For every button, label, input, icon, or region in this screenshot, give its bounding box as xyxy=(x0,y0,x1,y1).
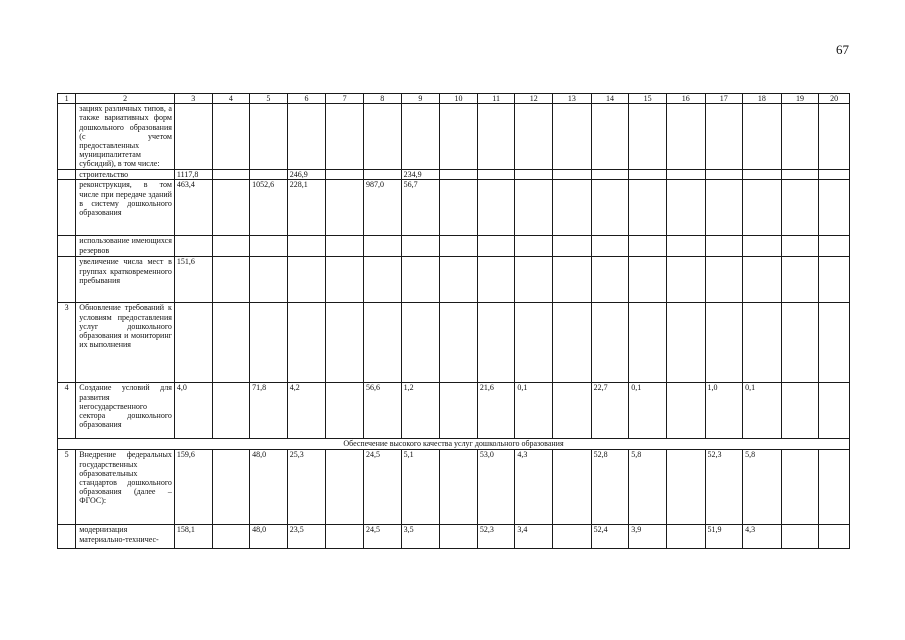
row-number xyxy=(58,525,76,549)
table-cell xyxy=(819,236,850,257)
table-cell xyxy=(666,236,705,257)
table-cell xyxy=(629,104,667,170)
table-cell: 52,3 xyxy=(477,525,515,549)
table-cell xyxy=(515,303,553,383)
table-cell xyxy=(666,450,705,525)
table-cell xyxy=(326,170,364,180)
row-number: 3 xyxy=(58,303,76,383)
table-cell xyxy=(401,303,440,383)
table-cell xyxy=(212,303,250,383)
table-cell xyxy=(401,236,440,257)
table-cell: 1,2 xyxy=(401,383,440,439)
table-cell: 4,3 xyxy=(515,450,553,525)
row-description: увеличение числа мест в группах кратковременного пребывания xyxy=(76,257,175,303)
table-cell: 234,9 xyxy=(401,170,440,180)
row-description: Внедрение федеральных государственных образовательных стандартов дошкольного образования (далее – ФГОС): xyxy=(76,450,175,525)
table-cell xyxy=(781,257,819,303)
table-cell xyxy=(440,104,478,170)
table-cell xyxy=(743,170,782,180)
table-cell: 5,8 xyxy=(743,450,782,525)
table-cell: 4,2 xyxy=(287,383,326,439)
table-cell: 3,5 xyxy=(401,525,440,549)
table-row xyxy=(58,525,850,549)
column-header: 2 xyxy=(76,94,175,104)
row-description: реконструкция, в том числе при передаче зданий в систему дошкольного образования xyxy=(76,180,175,236)
table-cell xyxy=(743,257,782,303)
table-cell xyxy=(515,170,553,180)
table-cell xyxy=(326,450,364,525)
table-cell xyxy=(591,257,629,303)
section-title: Обеспечение высокого качества услуг дошкольного образования xyxy=(58,439,850,450)
table-cell xyxy=(705,236,743,257)
table-cell xyxy=(326,180,364,236)
table-cell xyxy=(591,236,629,257)
column-header: 19 xyxy=(781,94,819,104)
table-cell xyxy=(591,303,629,383)
column-header: 3 xyxy=(174,94,212,104)
table-row xyxy=(58,104,850,170)
table-cell: 159,6 xyxy=(174,450,212,525)
table-cell xyxy=(629,236,667,257)
table-cell xyxy=(553,236,592,257)
header-row xyxy=(58,94,850,104)
table-cell xyxy=(401,104,440,170)
column-header: 1 xyxy=(58,94,76,104)
table-cell xyxy=(440,257,478,303)
table-cell xyxy=(326,525,364,549)
table-cell xyxy=(819,525,850,549)
table-cell xyxy=(553,104,592,170)
table-cell xyxy=(363,170,401,180)
column-header: 14 xyxy=(591,94,629,104)
table-cell xyxy=(781,170,819,180)
table-cell xyxy=(705,180,743,236)
row-number xyxy=(58,170,76,180)
column-header: 18 xyxy=(743,94,782,104)
table-cell xyxy=(705,170,743,180)
budget-table xyxy=(57,93,850,549)
table-cell: 151,6 xyxy=(174,257,212,303)
table-cell: 24,5 xyxy=(363,450,401,525)
table-cell: 21,6 xyxy=(477,383,515,439)
table-cell xyxy=(629,180,667,236)
column-header: 12 xyxy=(515,94,553,104)
column-header: 15 xyxy=(629,94,667,104)
table-cell xyxy=(287,257,326,303)
table-cell: 5,8 xyxy=(629,450,667,525)
table-cell xyxy=(553,180,592,236)
table-cell xyxy=(666,104,705,170)
row-description: использование имеющихся резервов xyxy=(76,236,175,257)
table-cell: 0,1 xyxy=(629,383,667,439)
table-cell xyxy=(440,180,478,236)
table-cell xyxy=(250,236,288,257)
table-cell xyxy=(743,180,782,236)
table-cell xyxy=(212,104,250,170)
table-cell xyxy=(440,236,478,257)
table-cell xyxy=(287,303,326,383)
table-cell: 56,6 xyxy=(363,383,401,439)
table-cell xyxy=(174,303,212,383)
table-cell xyxy=(781,104,819,170)
table-cell xyxy=(553,450,592,525)
table-cell: 158,1 xyxy=(174,525,212,549)
table-cell: 48,0 xyxy=(250,450,288,525)
table-cell xyxy=(477,180,515,236)
table-row xyxy=(58,450,850,525)
table-cell xyxy=(440,383,478,439)
table-cell xyxy=(212,180,250,236)
table-cell xyxy=(440,450,478,525)
column-header: 4 xyxy=(212,94,250,104)
table-cell xyxy=(515,180,553,236)
table-cell xyxy=(819,104,850,170)
table-cell xyxy=(212,257,250,303)
table-cell xyxy=(666,383,705,439)
table-cell xyxy=(666,525,705,549)
table-cell xyxy=(591,104,629,170)
table-cell: 463,4 xyxy=(174,180,212,236)
table-cell xyxy=(515,257,553,303)
table-cell xyxy=(781,236,819,257)
table-cell xyxy=(781,525,819,549)
table-cell: 53,0 xyxy=(477,450,515,525)
table-cell xyxy=(477,104,515,170)
row-description: модернизация материально-техничес- xyxy=(76,525,175,549)
column-header: 6 xyxy=(287,94,326,104)
table-cell xyxy=(477,257,515,303)
column-header: 20 xyxy=(819,94,850,104)
table-cell xyxy=(591,180,629,236)
table-cell xyxy=(705,303,743,383)
column-header: 16 xyxy=(666,94,705,104)
table-cell xyxy=(477,303,515,383)
table-cell: 1117,8 xyxy=(174,170,212,180)
table-cell xyxy=(629,303,667,383)
table-row xyxy=(58,257,850,303)
table-cell: 3,4 xyxy=(515,525,553,549)
column-header: 10 xyxy=(440,94,478,104)
table-cell xyxy=(819,383,850,439)
table-cell xyxy=(515,104,553,170)
table-cell: 3,9 xyxy=(629,525,667,549)
table-cell: 24,5 xyxy=(363,525,401,549)
row-number: 5 xyxy=(58,450,76,525)
table-cell xyxy=(477,236,515,257)
table-cell xyxy=(666,303,705,383)
table-cell xyxy=(553,383,592,439)
table-cell: 4,0 xyxy=(174,383,212,439)
table-cell: 22,7 xyxy=(591,383,629,439)
table-cell xyxy=(781,180,819,236)
table-cell xyxy=(743,104,782,170)
table-cell xyxy=(401,257,440,303)
column-header: 11 xyxy=(477,94,515,104)
table-cell xyxy=(440,170,478,180)
table-cell xyxy=(553,257,592,303)
table-cell: 52,3 xyxy=(705,450,743,525)
table-cell xyxy=(287,236,326,257)
table-cell xyxy=(781,383,819,439)
table-cell xyxy=(326,303,364,383)
table-cell: 228,1 xyxy=(287,180,326,236)
table-row xyxy=(58,170,850,180)
table-cell xyxy=(212,383,250,439)
row-number: 4 xyxy=(58,383,76,439)
column-header: 7 xyxy=(326,94,364,104)
table-cell xyxy=(819,180,850,236)
table-cell xyxy=(781,303,819,383)
table-cell xyxy=(250,104,288,170)
table-cell xyxy=(326,383,364,439)
table-cell: 1,0 xyxy=(705,383,743,439)
column-header: 8 xyxy=(363,94,401,104)
table-cell: 51,9 xyxy=(705,525,743,549)
table-cell: 71,8 xyxy=(250,383,288,439)
table-cell xyxy=(363,104,401,170)
table-cell xyxy=(743,236,782,257)
table-cell: 52,8 xyxy=(591,450,629,525)
column-header: 13 xyxy=(553,94,592,104)
row-number xyxy=(58,257,76,303)
table-cell: 25,3 xyxy=(287,450,326,525)
table-cell: 48,0 xyxy=(250,525,288,549)
table-cell xyxy=(629,257,667,303)
table-cell xyxy=(705,104,743,170)
table-cell: 5,1 xyxy=(401,450,440,525)
table-cell: 0,1 xyxy=(743,383,782,439)
table-cell xyxy=(250,257,288,303)
table-cell: 52,4 xyxy=(591,525,629,549)
column-header: 17 xyxy=(705,94,743,104)
table-cell xyxy=(326,257,364,303)
column-header: 9 xyxy=(401,94,440,104)
table-cell: 246,9 xyxy=(287,170,326,180)
row-description: зациях различных типов, а также вариативных форм дошкольного образования (с учетом предоставленных муниципалитетам субсидий), в том числе: xyxy=(76,104,175,170)
table-cell xyxy=(553,303,592,383)
table-cell xyxy=(743,303,782,383)
row-description: строительство xyxy=(76,170,175,180)
table-cell: 4,3 xyxy=(743,525,782,549)
table-cell xyxy=(212,450,250,525)
table-cell xyxy=(819,450,850,525)
row-number xyxy=(58,180,76,236)
table-cell xyxy=(212,236,250,257)
table-cell xyxy=(819,170,850,180)
page-number: 67 xyxy=(836,42,849,57)
table-cell xyxy=(705,257,743,303)
table-cell xyxy=(553,170,592,180)
table-cell xyxy=(250,170,288,180)
row-description: Создание условий для развития негосударственного сектора дошкольного образования xyxy=(76,383,175,439)
table-cell xyxy=(287,104,326,170)
table-cell xyxy=(363,236,401,257)
table-cell xyxy=(212,525,250,549)
row-description: Обновление требований к условиям предоставления услуг дошкольного образования и мониторинг их выполнения xyxy=(76,303,175,383)
table-cell xyxy=(819,257,850,303)
table-cell xyxy=(629,170,667,180)
table-cell xyxy=(666,170,705,180)
table-row xyxy=(58,383,850,439)
table-cell xyxy=(515,236,553,257)
table-cell xyxy=(591,170,629,180)
table-cell xyxy=(250,303,288,383)
table-cell xyxy=(174,104,212,170)
table-cell: 23,5 xyxy=(287,525,326,549)
table-cell xyxy=(326,104,364,170)
row-number xyxy=(58,236,76,257)
table-cell xyxy=(553,525,592,549)
table-cell xyxy=(363,257,401,303)
table-row xyxy=(58,180,850,236)
table-cell xyxy=(212,170,250,180)
table-cell xyxy=(326,236,364,257)
table-cell: 56,7 xyxy=(401,180,440,236)
table-cell xyxy=(477,170,515,180)
table-cell xyxy=(440,303,478,383)
table-row xyxy=(58,236,850,257)
table-cell xyxy=(174,236,212,257)
row-number xyxy=(58,104,76,170)
table-cell xyxy=(440,525,478,549)
table-cell xyxy=(363,303,401,383)
table-cell: 1052,6 xyxy=(250,180,288,236)
table-cell xyxy=(666,180,705,236)
table-cell xyxy=(781,450,819,525)
table-cell xyxy=(819,303,850,383)
table-cell: 0,1 xyxy=(515,383,553,439)
section-row xyxy=(58,439,850,450)
column-header: 5 xyxy=(250,94,288,104)
table-cell xyxy=(666,257,705,303)
table-cell: 987,0 xyxy=(363,180,401,236)
table-row xyxy=(58,303,850,383)
